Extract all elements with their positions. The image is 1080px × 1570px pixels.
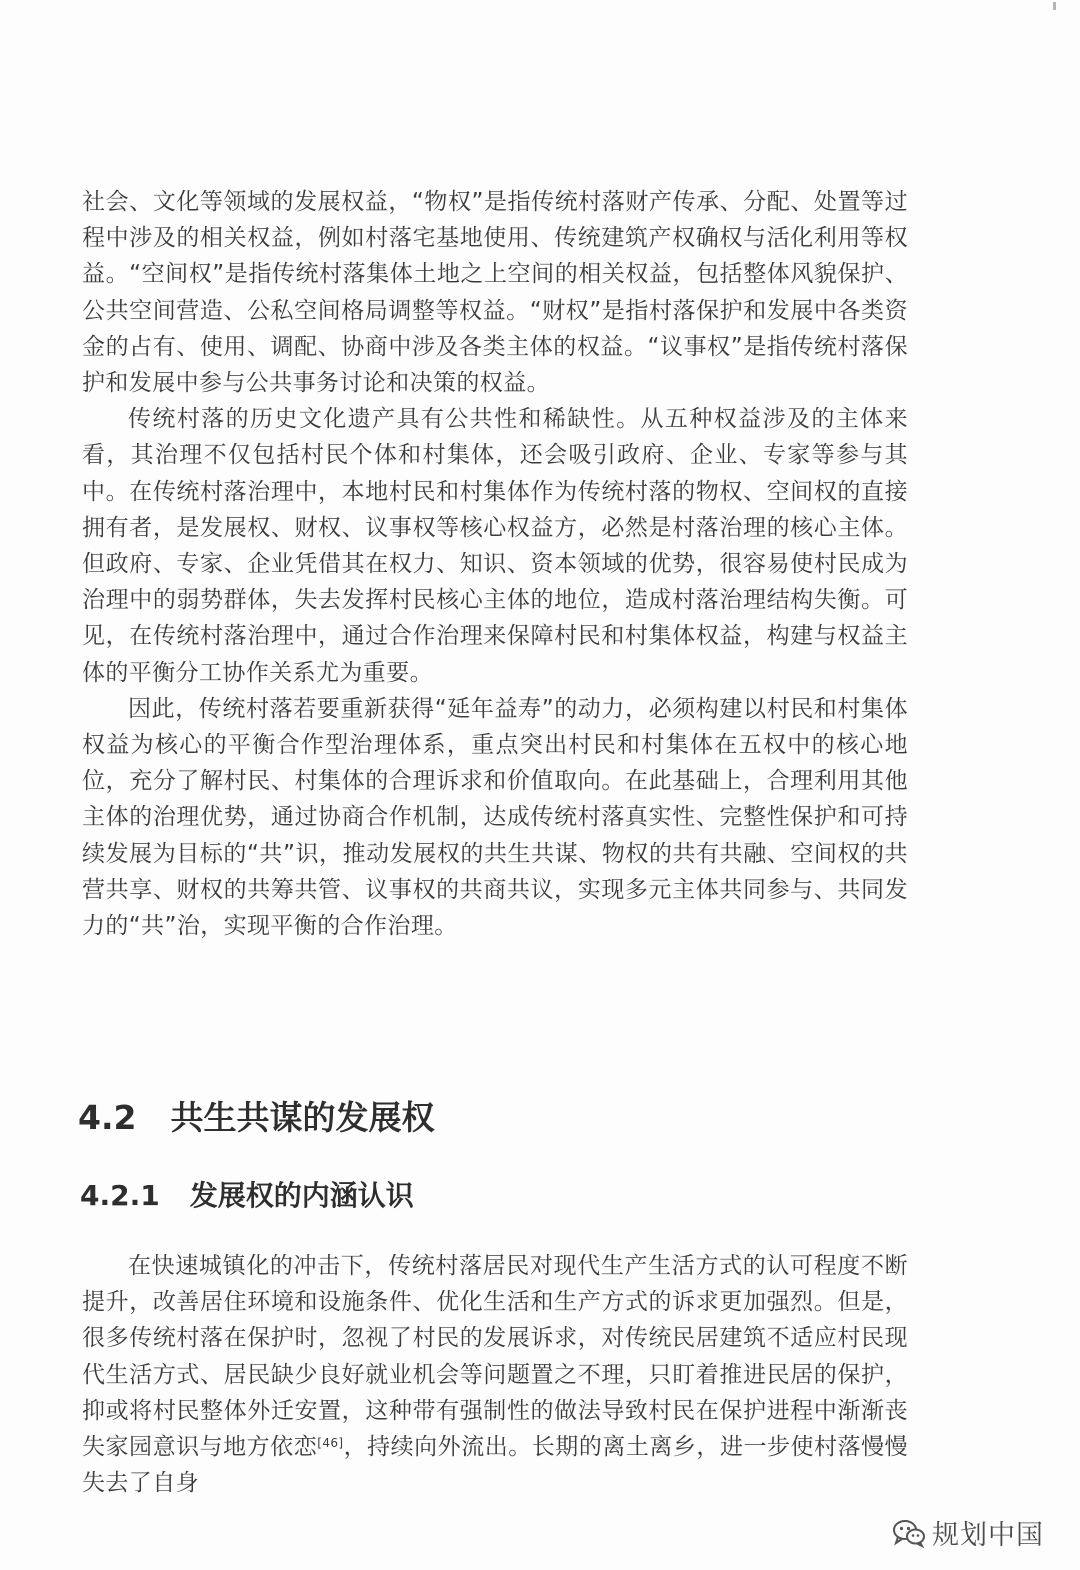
citation-ref: [46] — [317, 1436, 344, 1451]
subsection-number: 4.2.1 — [80, 1179, 160, 1212]
watermark-label: 规划中国 — [932, 1520, 1044, 1551]
body-text-bottom — [82, 1248, 908, 1501]
subsection-title: 发展权的内涵认识 — [189, 1179, 414, 1212]
wechat-icon — [892, 1518, 926, 1548]
paragraph-4-text-a: 在快速城镇化的冲击下，传统村落居民对现代生产生活方式的认可程度不断提升，改善居住环境和设施条件、优化生活和生产方式的诉求更加强烈。但是，很多传统村落在保护时，忽视了村民的发展诉求，对传统民居建筑不适应村民现代生活方式、居民缺少良好就业机会等问题置之不理，只盯着推进民居的保护，抑或将村民整体外迁安置，这种带有强制性的做法导致村民在保护进程中渐渐丧失家园意识与地方依恋 — [82, 1253, 908, 1461]
paragraph-4 — [82, 1248, 908, 1501]
subsection-heading — [80, 1170, 414, 1222]
section-title: 共生共谋的发展权 — [170, 1098, 435, 1137]
section-heading — [78, 1088, 434, 1148]
paragraph-4-text-b: ，持续向外流出。长期的离土离乡，进一步使村落慢慢失去了自身 — [82, 1434, 909, 1497]
scan-mark — [1053, 2, 1056, 10]
watermark — [892, 1513, 1044, 1552]
section-number: 4.2 — [78, 1098, 137, 1137]
body-text-top — [82, 184, 908, 944]
paragraph-1: 社会、文化等领域的发展权益，“物权”是指传统村落财产传承、分配、处置等过程中涉及的相关权益，例如村落宅基地使用、传统建筑产权确权与活化利用等权益。“空间权”是指传统村落集体土地之上空间的相关权益，包括整体风貌保护、公共空间营造、公私空间格局调整等权益。“财权”是指村落保护和发展中各类资金的占有、使用、调配、协商中涉及各类主体的权益。“议事权”是指传统村落保护和发展中参与公共事务讨论和决策的权益。 — [82, 189, 908, 397]
paragraph-3: 因此，传统村落若要重新获得“延年益寿”的动力，必须构建以村民和村集体权益为核心的平衡合作型治理体系，重点突出村民和村集体在五权中的核心地位，充分了解村民、村集体的合理诉求和价值取向。在此基础上，合理利用其他主体的治理优势，通过协商合作机制，达成传统村落真实性、完整性保护和可持续发展为目标的“共”识，推动发展权的共生共谋、物权的共有共融、空间权的共营共享、财权的共筹共管、议事权的共商共议，实现多元主体共同参与、共同发力的“共”治，实现平衡的合作治理。 — [82, 695, 908, 940]
paragraph-2: 传统村落的历史文化遗产具有公共性和稀缺性。从五种权益涉及的主体来看，其治理不仅包括村民个体和村集体，还会吸引政府、企业、专家等参与其中。在传统村落治理中，本地村民和村集体作为传统村落的物权、空间权的直接拥有者，是发展权、财权、议事权等核心权益方，必然是村落治理的核心主体。但政府、专家、企业凭借其在权力、知识、资本领域的优势，很容易使村民成为治理中的弱势群体，失去发挥村民核心主体的地位，造成村落治理结构失衡。可见，在传统村落治理中，通过合作治理来保障村民和村集体权益，构建与权益主体的平衡分工协作关系尤为重要。 — [82, 406, 908, 686]
